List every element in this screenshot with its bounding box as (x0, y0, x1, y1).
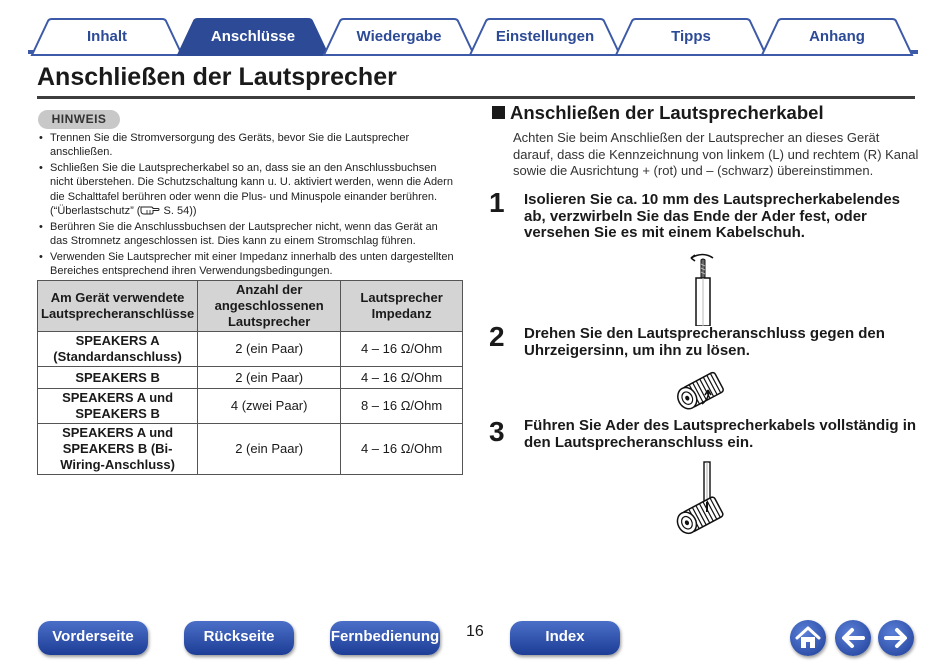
tab-label: Tipps (671, 28, 711, 45)
previous-page-button[interactable] (835, 620, 871, 656)
step-text: Isolieren Sie ca. 10 mm des Lautsprecherkabelendes ab, verzwirbeln Sie das Ende der Ader fest, oder versehen Sie es mit einem Kabelschuh. (524, 191, 901, 241)
section-intro: Achten Sie beim Anschließen der Lautsprecher an dieses Gerät darauf, dass die Kennzeichnung von linkem (L) und rechtem (R) Kanal sowie die Ausrichtung + (rot) und – (schwarz) übereinstimmen. (513, 130, 919, 178)
table-header: Anzahl der angeschlossenen Lautsprecher (198, 281, 341, 332)
tab-einstellungen[interactable] (470, 19, 620, 55)
note-list (38, 131, 458, 280)
tab-label: Inhalt (87, 28, 127, 45)
front-button[interactable]: Vorderseite (38, 621, 148, 655)
terminal-unscrew-illustration (672, 368, 730, 416)
table-header: Am Gerät verwendete Lautsprecheranschlüsse (38, 281, 198, 332)
note-item: • Berühren Sie die Anschlussbuchsen der Lautsprecher nicht, wenn das Gerät an das Stromnetz angeschlossen ist. Dies kann zu einem Stromschlag führen. (38, 220, 458, 249)
note-badge: HINWEIS (38, 110, 120, 129)
table-header-row (38, 281, 463, 332)
table-cell: 4 – 16 Ω/Ohm (341, 367, 463, 389)
note-item: • Verwenden Sie Lautsprecher mit einer Impedanz innerhalb des unten dargestellten Bereiches entsprechend ihren Verwendungsbedingungen. (38, 250, 458, 279)
wire-insertion-illustration (664, 460, 740, 544)
tab-inhalt[interactable] (32, 19, 182, 55)
note-item: • Schließen Sie die Lautsprecherkabel so an, dass sie an den Anschlussbuchsen nicht überstehen. Die Schutzschaltung kann u. U. aktiviert werden, wenn die Adern die Schalttafel berühren oder wenn die Plus- und Minuspole einander berühren. (“Überlastschutz” ( S. 54)) (38, 161, 458, 218)
title-divider (37, 96, 915, 99)
tab-label: Anschlüsse (210, 28, 296, 45)
table-cell: 2 (ein Paar) (198, 332, 341, 367)
table-cell: 8 – 16 Ω/Ohm (341, 389, 463, 424)
note-item: • Trennen Sie die Stromversorgung des Geräts, bevor Sie die Lautsprecher anschließen. (38, 131, 458, 160)
impedance-table (37, 280, 463, 475)
step-text: Führen Sie Ader des Lautsprecherkabels vollständig in den Lautsprecheranschluss ein. (524, 417, 917, 451)
table-cell: SPEAKERS A und SPEAKERS B (Bi-Wiring-Anschluss) (38, 424, 198, 475)
index-button[interactable]: Index (510, 621, 620, 655)
tab-wiedergabe[interactable] (324, 19, 474, 55)
section-marker (492, 106, 505, 119)
section-title: Anschließen der Lautsprecherkabel (510, 102, 824, 123)
tab-bar (28, 14, 918, 54)
table-header: Lautsprecher Impedanz (341, 281, 463, 332)
step-number: 3 (489, 416, 505, 447)
tab-anschluesse[interactable] (178, 19, 328, 55)
table-cell: 4 – 16 Ω/Ohm (341, 424, 463, 475)
home-icon (790, 620, 826, 656)
arrow-right-icon (878, 620, 914, 656)
step-text: Drehen Sie den Lautsprecheranschluss gegen den Uhrzeigersinn, um ihn zu lösen. (524, 325, 885, 359)
table-row (38, 389, 463, 424)
page-title: Anschließen der Lautsprecher (37, 63, 397, 91)
table-row (38, 424, 463, 475)
stripped-cable-illustration (682, 250, 722, 326)
page-number: 16 (466, 623, 484, 640)
next-page-button[interactable] (878, 620, 914, 656)
table-cell: 2 (ein Paar) (198, 424, 341, 475)
remote-button[interactable]: Fernbedienung (330, 621, 440, 655)
tab-label: Wiedergabe (356, 28, 442, 45)
tab-label: Einstellungen (495, 28, 595, 45)
table-cell: SPEAKERS A und SPEAKERS B (38, 389, 198, 424)
reference-link[interactable]: S. 54)) (163, 204, 197, 217)
tab-anhang[interactable] (762, 19, 912, 55)
step-number: 2 (489, 321, 505, 352)
table-row (38, 367, 463, 389)
arrow-left-icon (835, 620, 871, 656)
table-row (38, 332, 463, 367)
table-cell: 4 (zwei Paar) (198, 389, 341, 424)
pointing-hand-icon (140, 205, 160, 215)
table-cell: 4 – 16 Ω/Ohm (341, 332, 463, 367)
tab-label: Anhang (809, 28, 865, 45)
table-cell: SPEAKERS B (38, 367, 198, 389)
table-cell: SPEAKERS A (Standardanschluss) (38, 332, 198, 367)
back-button[interactable]: Rückseite (184, 621, 294, 655)
table-cell: 2 (ein Paar) (198, 367, 341, 389)
home-button[interactable] (790, 620, 826, 656)
step-number: 1 (489, 187, 505, 218)
tab-tipps[interactable] (616, 19, 766, 55)
